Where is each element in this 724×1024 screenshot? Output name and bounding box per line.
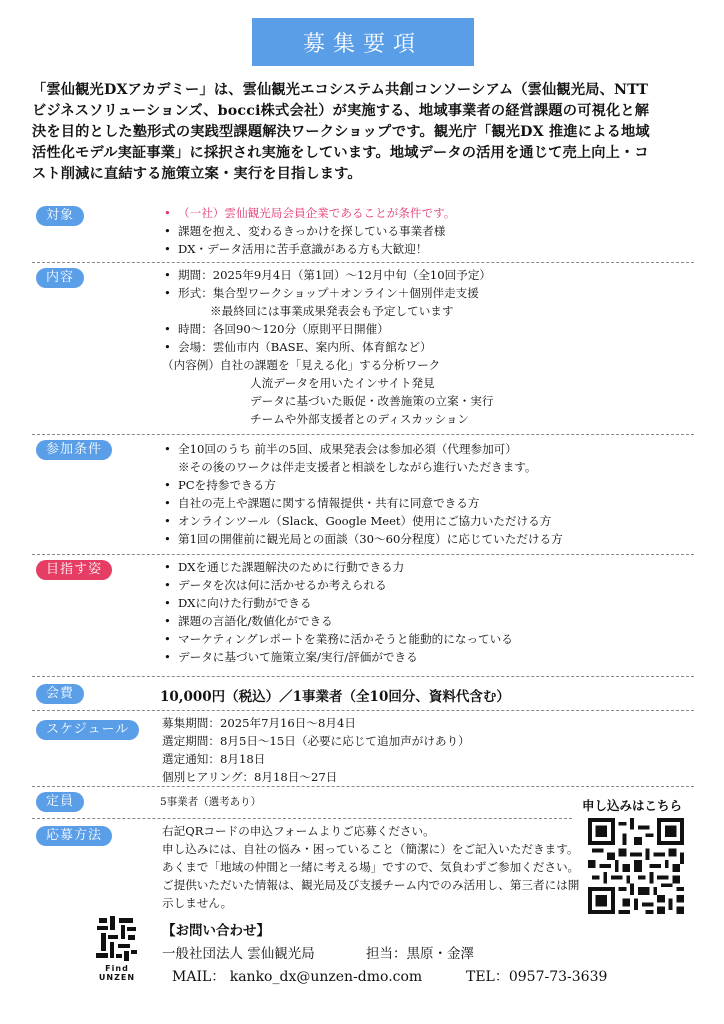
schedule-list [162, 714, 470, 786]
section-conditions [32, 436, 694, 555]
contact-org: 一般社団法人 雲仙観光局 [162, 946, 315, 962]
list-item: • PCを持参できる方 [162, 476, 563, 494]
list-item: データに基づいた販促・改善施策の立案・実行 [250, 394, 494, 408]
intro-line: 決を目的とした塾形式の実践型課題解決ワークショップです。観光庁「観光DX 推進による地域 [32, 124, 650, 140]
intro-line: 「雲仙観光DXアカデミー」は、雲仙観光エコシステム共創コンソーシアム（雲仙観光局、NTT [32, 82, 649, 98]
label-fee: 会費 [36, 684, 84, 704]
content-list [162, 266, 493, 428]
list-item: • DX・データ活用に苦手意識がある方も大歓迎！ [162, 240, 455, 258]
list-item: 選定通知：8月18日 [162, 752, 266, 766]
list-item: 申し込みには、自社の悩み・困っていること（簡潔に）をご記入いただきます。 [162, 842, 579, 856]
qr-label: 申し込みはこちら [582, 798, 683, 813]
list-item: ※最終回には事業成果発表会も予定しています [210, 304, 454, 318]
list-item: • 時間：各回90〜120分（原則平日開催） [162, 320, 493, 338]
list-item: 右記QRコードの申込フォームよりご応募ください。 [162, 824, 435, 838]
list-item: 人流データを用いたインサイト発見 [250, 376, 435, 390]
intro-line: ビジネスソリューションズ、bocci株式会社）が実施する、地域事業者の経営課題の可視化と解 [32, 103, 650, 119]
fee-text: 10,000円（税込）／1事業者（全10回分、資料代含む） [160, 689, 510, 705]
section-capacity [32, 788, 572, 819]
section-fee [32, 678, 694, 711]
list-item: • （一社）雲仙観光局会員企業であることが条件です。 [162, 204, 455, 222]
section-goals [32, 556, 694, 677]
list-item: （内容例）自社の課題を「見える化」する分析ワーク [162, 358, 441, 372]
list-item: • DXに向けた行動ができる [162, 594, 513, 612]
conditions-list [162, 440, 563, 548]
contact-tel-link[interactable]: TEL：0957-73-3639 [466, 969, 608, 985]
contact-person: 担当：黒原・金澤 [366, 946, 474, 962]
label-capacity: 定員 [36, 792, 84, 812]
label-goals: 目指す姿 [36, 560, 112, 580]
list-item: チームや外部支援者とのディスカッション [250, 412, 470, 426]
list-item: 募集期間：2025年7月16日〜8月4日 [162, 716, 356, 730]
list-item: • 自社の売上や課題に関する情報提供・共有に同意できる方 [162, 494, 563, 512]
find-unzen-logo-icon [96, 916, 138, 962]
label-target: 対象 [36, 206, 84, 226]
list-item: • 課題の言語化/数値化ができる [162, 612, 513, 630]
intro-line: スト削減に直結する施策立案・実行を目指します。 [32, 166, 362, 182]
goals-list [162, 558, 513, 666]
logo-text [97, 964, 137, 982]
contact-mail-link[interactable]: MAIL： kanko_dx@unzen-dmo.com [172, 969, 423, 985]
list-item: あくまで「地域の仲間と一緒に考える場」ですので、気負わずご参加ください。 [162, 860, 580, 874]
label-schedule: スケジュール [36, 720, 139, 740]
list-item: • DXを通じた課題解決のために行動できる力 [162, 558, 513, 576]
page-title: 募集要項 [252, 18, 474, 66]
section-apply [32, 820, 580, 910]
label-conditions: 参加条件 [36, 440, 112, 460]
list-item: • 第1回の開催前に観光局との面談（30〜60分程度）に応じていただける方 [162, 530, 563, 548]
logo-line: Find [105, 964, 129, 973]
list-item: 選定期間：8月5日〜15日（必要に応じて追加声がけあり） [162, 734, 470, 748]
list-item: • 課題を抱え、変わるきっかけを探している事業者様 [162, 222, 455, 240]
intro-line: 活性化モデル実証事業」に採択され実施をしています。地域データの活用を通じて売上向上・コ [32, 145, 649, 161]
section-schedule [32, 712, 694, 787]
list-item: • 期間：2025年9月4日（第1回）〜12月中旬（全10回予定） [162, 266, 493, 284]
logo-line: UNZEN [98, 973, 136, 982]
intro-paragraph [32, 80, 694, 185]
list-item: • データに基づいて施策立案/実行/評価ができる [162, 648, 513, 666]
list-item: ご提供いただいた情報は、観光局及び支援チーム内でのみ活用し、第三者には開 [162, 878, 580, 892]
apply-list [162, 822, 579, 912]
list-item: • 全10回のうち 前半の5回、成果発表会は参加必須（代理参加可） [162, 440, 563, 458]
capacity-text: 5事業者（選考あり） [160, 796, 262, 808]
list-item: • データを次は何に活かせるか考えられる [162, 576, 513, 594]
section-target [32, 202, 694, 263]
list-item: ※その後のワークは伴走支援者と相談をしながら進行いただきます。 [178, 460, 537, 474]
list-item: • 会場：雲仙市内（BASE、案内所、体育館など） [162, 338, 493, 356]
list-item: • オンラインツール（Slack、Google Meet）使用にご協力いただける方 [162, 512, 563, 530]
label-apply: 応募方法 [36, 826, 112, 846]
list-item: • 形式：集合型ワークショップ＋オンライン＋個別伴走支援 [162, 284, 493, 302]
contact-heading: 【お問い合わせ】 [162, 923, 270, 939]
list-item: 示しません。 [162, 896, 233, 910]
label-content: 内容 [36, 268, 84, 288]
list-item: • マーケティングレポートを業務に活かそうと能動的になっている [162, 630, 513, 648]
section-content [32, 264, 694, 435]
qr-code-icon[interactable] [588, 818, 684, 914]
target-list [162, 204, 455, 258]
list-item: 個別ヒアリング：8月18日〜27日 [162, 770, 338, 784]
